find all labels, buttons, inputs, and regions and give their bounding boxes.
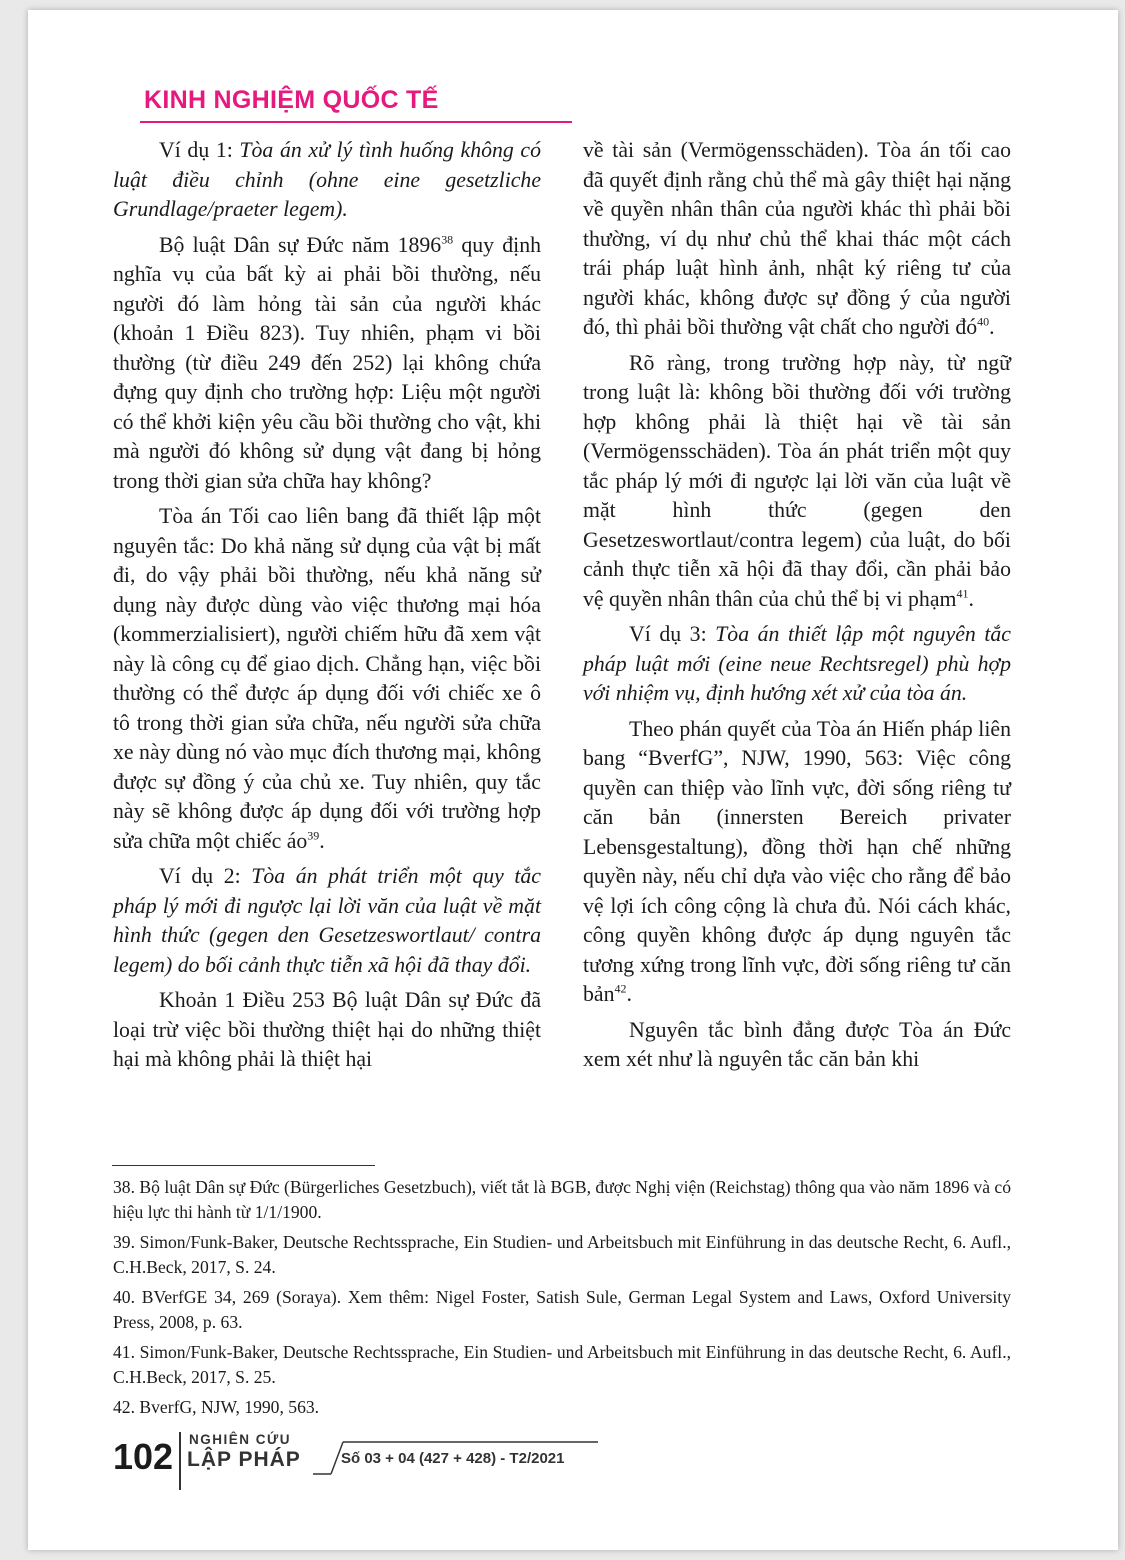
paragraph: Bộ luật Dân sự Đức năm 1896$^{38}$ quy định nghĩa vụ của bất kỳ ai phải bồi thường, nếu người đó làm hỏng tài sản của người khác (khoản 1 Điều 823). Tuy nhiên, phạm vi bồi thường (từ điều 249 đến 252) lại không chứa đựng quy định cho trường hợp: Liệu một người có thể khởi kiện yêu cầu bồi thường cho vật, khi mà người đó không sử dụng vật đang bị hỏng trong thời gian sửa chữa hay không? — [113, 232, 541, 493]
paragraph: Rõ ràng, trong trường hợp này, từ ngữ trong luật là: không bồi thường đối với trường hợp không phải là thiệt hại về tài sản (Vermögensschäden). Tòa án phát triển một quy tắc pháp lý mới đi ngược lại lời văn của luật về mặt hình thức (gegen den Gesetzeswortlaut/contra legem) của luật, do bối cảnh thực tiễn xã hội đã thay đổi, cần phải bảo vệ quyền nhân thân của chủ thể bị vi phạm$^{41}$. — [583, 350, 1011, 611]
footnote-39: 39. Simon/Funk-Baker, Deutsche Rechtssprache, Ein Studien- und Arbeitsbuch mit Einführung in das deutsche Recht, 6. Aufl., C.H.Beck, 2017, S. 24. — [113, 1232, 1011, 1277]
magazine-name-bottom: LẬP PHÁP — [187, 1448, 301, 1471]
footnote-ref: 42 — [614, 981, 627, 996]
footnote-38: 38. Bộ luật Dân sự Đức (Bürgerliches Gesetzbuch), viết tắt là BGB, được Nghị viện (Reichstag) thông qua vào năm 1896 và có hiệu lực thi hành từ 1/1/1900. — [113, 1177, 1012, 1222]
magazine-name-top: NGHIÊN CỨU — [189, 1432, 291, 1447]
footnote-ref: 40 — [977, 314, 990, 329]
page-footer — [113, 1432, 1013, 1502]
left-column — [113, 136, 541, 1081]
paragraph: Nguyên tắc bình đẳng được Tòa án Đức xem xét như là nguyên tắc căn bản khi — [583, 1017, 1011, 1071]
footnote-42: 42. BverfG, NJW, 1990, 563. — [113, 1397, 320, 1417]
paragraph: Tòa án Tối cao liên bang đã thiết lập một nguyên tắc: Do khả năng sử dụng của vật bị mất đi, do vậy phải bồi thường, nếu khả năng sử dụng này được dùng vào việc thương mại hóa (kommerzialisiert), người chiếm hữu đã xem vật này là công cụ để giao dịch. Chẳng hạn, việc bồi thường có thể được áp dụng đối với chiếc xe ô tô trong thời gian sửa chữa, nếu người sửa chữa xe này dùng nó vào mục đích thương mại, không được sự đồng ý của chủ xe. Tuy nhiên, quy tắc này sẽ không được áp dụng đối với trường hợp sửa chữa một chiếc $áo^{39}$. — [113, 504, 541, 853]
footnote-41: 41. Simon/Funk-Baker, Deutsche Rechtssprache, Ein Studien- und Arbeitsbuch mit Einführung in das deutsche Recht, 6. Aufl., C.H.Beck, 2017, S. 25. — [113, 1342, 1011, 1387]
footnotes — [113, 1175, 1011, 1426]
footnote-ref: 41 — [956, 586, 969, 601]
footnote-separator — [112, 1165, 375, 1166]
section-title: KINH NGHIỆM QUỐC TẾ — [144, 86, 439, 114]
footnote-40: 40. BVerfGE 34, 269 (Soraya). Xem thêm: Nigel Foster, Satish Sule, German Legal System and Laws, Oxford University Press, 2008, p. 63. — [113, 1287, 1011, 1332]
paragraph: về tài sản (Vermögensschäden). Tòa án tối cao đã quyết định rằng chủ thể mà gây thiệt hại nặng về quyền nhân thân của người khác thì phải bồi thường, ví dụ như chủ thể khai thác một cách trái pháp luật hình ảnh, nhật ký riêng tư của người khác, không được sự đồng ý của người đó, thì phải bồi thường vật chất cho người $đó^{40}$. — [583, 138, 1011, 339]
paragraph: Theo phán quyết của Tòa án Hiến pháp liên bang “BverfG”, NJW, 1990, 563: Việc công quyền can thiệp vào lĩnh vực, đời sống riêng tư căn bản (innersten Bereich privater Lebensgestaltung), đồng thời hạn chế những quyền này, nếu chỉ dựa vào việc cho rằng để bảo vệ lợi ích công cộng là chưa đủ. Nói cách khác, công quyền không được áp dụng nguyên tắc tương xứng trong lĩnh vực, đời sống riêng tư căn bản$^{42}$. — [583, 716, 1011, 1006]
paragraph: Khoản 1 Điều 253 Bộ luật Dân sự Đức đã loại trừ việc bồi thường thiệt hại do những thiệt hại mà không phải là thiệt hại — [113, 988, 541, 1071]
footnote-ref: 38 — [441, 232, 454, 247]
page-number: 102 — [113, 1436, 174, 1477]
paragraph: Ví dụ 3: Tòa án thiết lập một nguyên tắc pháp luật mới (eine neue Rechtsregel) phù hợp với nhiệm vụ, định hướng xét xử của tòa án. — [583, 622, 1011, 705]
section-title-underline — [140, 121, 572, 123]
paragraph: Ví dụ 2: Tòa án phát triển một quy tắc pháp lý mới đi ngược lại lời văn của luật về mặt hình thức (gegen den Gesetzeswortlaut/ contra legem) do bối cảnh thực tiễn xã hội đã thay đổi. — [113, 864, 541, 977]
issue-info: Số 03 + 04 (427 + 428) - T2/2021 — [341, 1450, 565, 1467]
footnote-ref: 39 — [307, 828, 320, 843]
right-column — [583, 136, 1011, 1081]
paragraph: Ví dụ 1: Tòa án xử lý tình huống không có luật điều chỉnh (ohne eine gesetzliche Grundlage/praeter legem). — [113, 138, 541, 221]
